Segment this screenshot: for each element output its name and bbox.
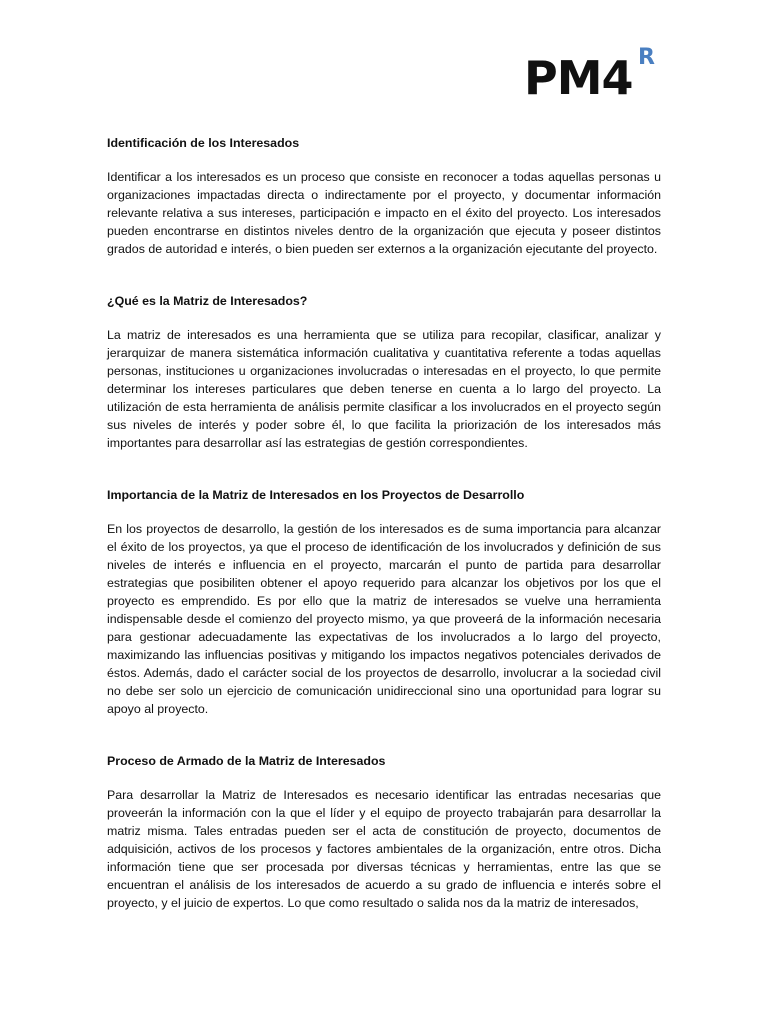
- section-paragraph: La matriz de interesados es una herramienta que se utiliza para recopilar, clasificar, analizar y jerarquizar de manera sistemática información cualitativa y cuantitativa referente a todas aquellas personas, instituciones u organizaciones involucradas o interesadas en el proyecto, lo que permite determinar los intereses particulares que deben tenerse en cuenta a lo largo del proyecto. La utilización de esta herramienta de análisis permite clasificar a los involucrados en el proyecto según sus niveles de interés y poder sobre él, lo que facilita la priorización de los interesados más importantes para desarrollar así las estrategias de gestión correspondientes.: [107, 328, 661, 450]
- pm4r-logo: [524, 46, 664, 106]
- logo-main-text: PM4: [524, 51, 633, 105]
- section-heading: Identificación de los Interesados: [107, 136, 300, 150]
- section-heading: ¿Qué es la Matriz de Interesados?: [107, 294, 308, 308]
- section-heading: Proceso de Armado de la Matriz de Interesados: [107, 754, 386, 768]
- section-paragraph: Identificar a los interesados es un proceso que consiste en reconocer a todas aquellas personas u organizaciones impactadas directa o indirectamente por el proyecto, y documentar información relevante relativa a sus intereses, participación e impacto en el éxito del proyecto. Los interesados pueden encontrarse en distintos niveles dentro de la organización que ejecuta y poseer distintos grados de autoridad e interés, o bien pueden ser externos a la organización ejecutante del proyecto.: [107, 170, 661, 256]
- section-heading: Importancia de la Matriz de Interesados en los Proyectos de Desarrollo: [107, 488, 525, 502]
- logo-superscript: R: [638, 45, 655, 70]
- section-paragraph: Para desarrollar la Matriz de Interesados es necesario identificar las entradas necesarias que proveerán la información con la que el líder y el equipo de proyecto trabajarán para desarrollar la matriz misma. Tales entradas pueden ser el acta de constitución de proyecto, documentos de adquisición, activos de los procesos y factores ambientales de la organización, entre otros. Dicha información tiene que ser procesada por diversas técnicas y herramientas, entre las que se encuentran el análisis de los interesados de acuerdo a su grado de influencia e interés sobre el proyecto, y el juicio de expertos. Lo que como resultado o salida nos da la matriz de interesados,: [107, 788, 661, 910]
- section-paragraph: En los proyectos de desarrollo, la gestión de los interesados es de suma importancia para alcanzar el éxito de los proyectos, ya que el proceso de identificación de los involucrados y definición de sus niveles de interés e influencia en el proyecto, marcarán el punto de partida para desarrollar estrategias que posibiliten obtener el apoyo requerido para alcanzar los objetivos por los que el proyecto es emprendido. Es por ello que la matriz de interesados se vuelve una herramienta indispensable desde el comienzo del proyecto mismo, ya que proveerá de la información necesaria para gestionar adecuadamente las expectativas de los involucrados a lo largo del proyecto, maximizando las influencias positivas y mitigando los impactos negativos potenciales derivados de éstos. Además, dado el carácter social de los proyectos de desarrollo, involucrar a la sociedad civil no debe ser solo un ejercicio de comunicación unidireccional sino una oportunidad para lograr su apoyo al proyecto.: [107, 522, 661, 716]
- document-body: [107, 134, 661, 912]
